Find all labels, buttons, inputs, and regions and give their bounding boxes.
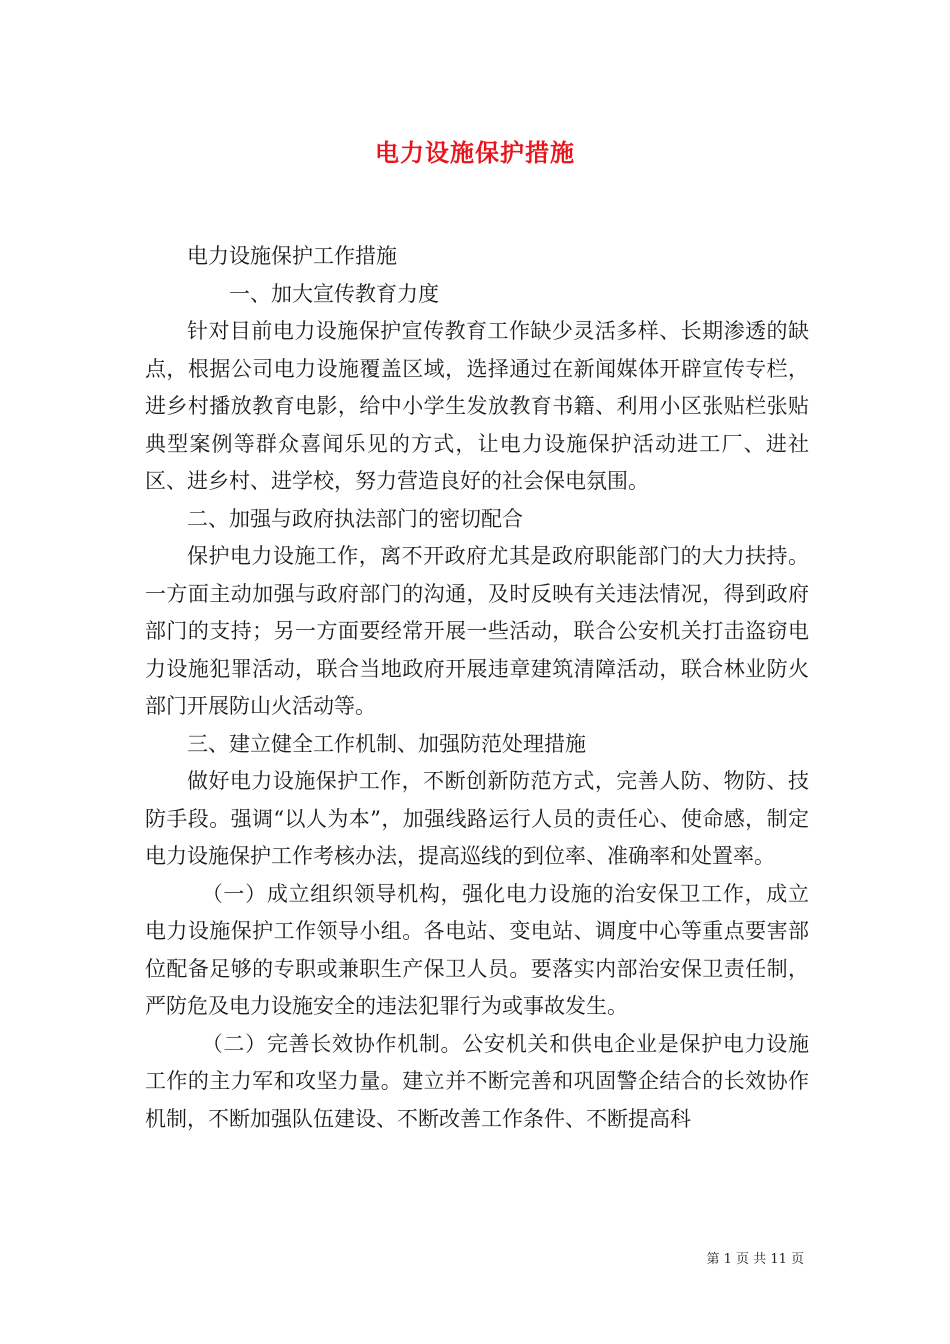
paragraph-item-1: （一）成立组织领导机构，强化电力设施的治安保卫工作，成立电力设施保护工作领导小组。各电站、变电站、调度中心等重点要害部位配备足够的专职或兼职生产保卫人员。要落实内部治安保卫责任制，严防危及电力设施安全的违法犯罪行为或事故发生。 <box>145 881 809 1018</box>
section-heading-1: 一、加大宣传教育力度 <box>229 281 439 306</box>
paragraph-item-2: （二）完善长效协作机制。公安机关和供电企业是保护电力设施工作的主力军和攻坚力量。建立并不断完善和巩固警企结合的长效协作机制，不断加强队伍建设、不断改善工作条件、不断提高科 <box>145 1031 809 1131</box>
document-body <box>145 238 809 1138</box>
paragraph: 保护电力设施工作，离不开政府尤其是政府职能部门的大力扶持。一方面主动加强与政府部门的沟通，及时反映有关违法情况，得到政府部门的支持；另一方面要经常开展一些活动，联合公安机关打击盗窃电力设施犯罪活动，联合当地政府开展违章建筑清障活动，联合林业防火部门开展防山火活动等。 <box>145 544 809 718</box>
paragraph: 做好电力设施保护工作，不断创新防范方式，完善人防、物防、技防手段。强调“以人为本”，加强线路运行人员的责任心、使命感，制定电力设施保护工作考核办法，提高巡线的到位率、准确率和处置率。 <box>145 769 809 868</box>
section-heading-3: 三、建立健全工作机制、加强防范处理措施 <box>187 731 586 756</box>
paragraph: 针对目前电力设施保护宣传教育工作缺少灵活多样、长期渗透的缺点，根据公司电力设施覆盖区域，选择通过在新闻媒体开辟宣传专栏，进乡村播放教育电影，给中小学生发放教育书籍、利用小区张贴栏张贴典型案例等群众喜闻乐见的方式，让电力设施保护活动进工厂、进社区、进乡村、进学校，努力营造良好的社会保电氛围。 <box>145 319 809 493</box>
page-title: 电力设施保护措施 <box>375 138 575 167</box>
paragraph-heading: 电力设施保护工作措施 <box>187 244 397 268</box>
section-heading-2: 二、加强与政府执法部门的密切配合 <box>187 506 523 531</box>
page-number: 第 1 页 共 11 页 <box>706 1252 804 1267</box>
